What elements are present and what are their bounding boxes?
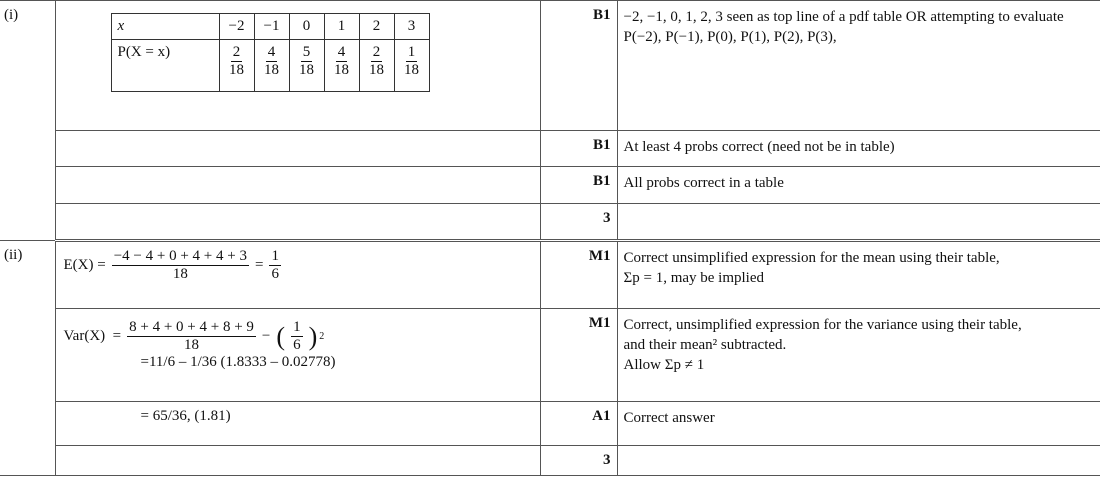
ex-fraction: $\frac{-4 - 4 + 0 + 4 + 4 + 3}{18}$ [113,248,247,282]
pdf-cell [55,1,540,131]
x-value: −1 [254,14,289,40]
comment: Correct answer [617,402,1100,446]
mark: B1 [540,167,617,204]
comment: Correct unsimplified expression for the mean using their table, Σp = 1, may be implied [617,241,1100,309]
comment: −2, −1, 0, 1, 2, 3 seen as top line of a pdf table OR attempting to evaluate P(−2), P(−1), P(0), P(1), P(2), P(3), [617,1,1100,131]
x-value: 0 [289,14,324,40]
mark: A1 [540,402,617,446]
prob-fraction: $\frac{1}{18}$ [404,44,419,78]
prob-fraction: $\frac{5}{18}$ [299,44,314,78]
comment: Correct, unsimplified expression for the variance using their table, and their mean² subtracted. Allow Σp ≠ 1 [617,309,1100,402]
prob-fraction: $\frac{4}{18}$ [334,44,349,78]
variance-cell: Var(X) = $\frac{8 + 4 + 0 + 4 + 8 + 9}{18}$ − ( $\frac{1}{6}$ ) 2 =11/6 – 1/36 (1.8333 – 0.02778) [55,309,540,402]
x-value: 3 [394,14,429,40]
ex-result: $\frac{1}{6}$ [271,248,279,282]
mark: M1 [540,241,617,309]
prob-fraction: $\frac{2}{18}$ [229,44,244,78]
comment: At least 4 probs correct (need not be in table) [617,131,1100,167]
pdf-table [111,13,430,92]
x-value: 2 [359,14,394,40]
mark: B1 [540,131,617,167]
expectation-cell: E(X) = $\frac{-4 - 4 + 0 + 4 + 4 + 3}{18}$ = $\frac{1}{6}$ [55,241,540,309]
x-header: x [111,14,219,40]
prob-fraction: $\frac{4}{18}$ [264,44,279,78]
total-mark: 3 [540,446,617,476]
x-value: −2 [219,14,254,40]
total-mark: 3 [540,204,617,241]
prob-fraction: $\frac{2}{18}$ [369,44,384,78]
var-fraction: $\frac{8 + 4 + 0 + 4 + 8 + 9}{18}$ [129,319,254,353]
comment: All probs correct in a table [617,167,1100,204]
var-lhs: Var(X) = [63,328,122,344]
final-answer: = 65/36, (1.81) [140,408,231,424]
part-label: (ii) [0,241,55,476]
ex-lhs: E(X) = [63,257,106,273]
part-label: (i) [0,1,55,241]
p-header: P(X = x) [111,40,219,92]
mark: M1 [540,309,617,402]
var-simplified: =11/6 – 1/36 (1.8333 – 0.02778) [140,354,336,370]
mean-fraction: $\frac{1}{6}$ [293,319,301,353]
mark: B1 [540,1,617,131]
x-value: 1 [324,14,359,40]
